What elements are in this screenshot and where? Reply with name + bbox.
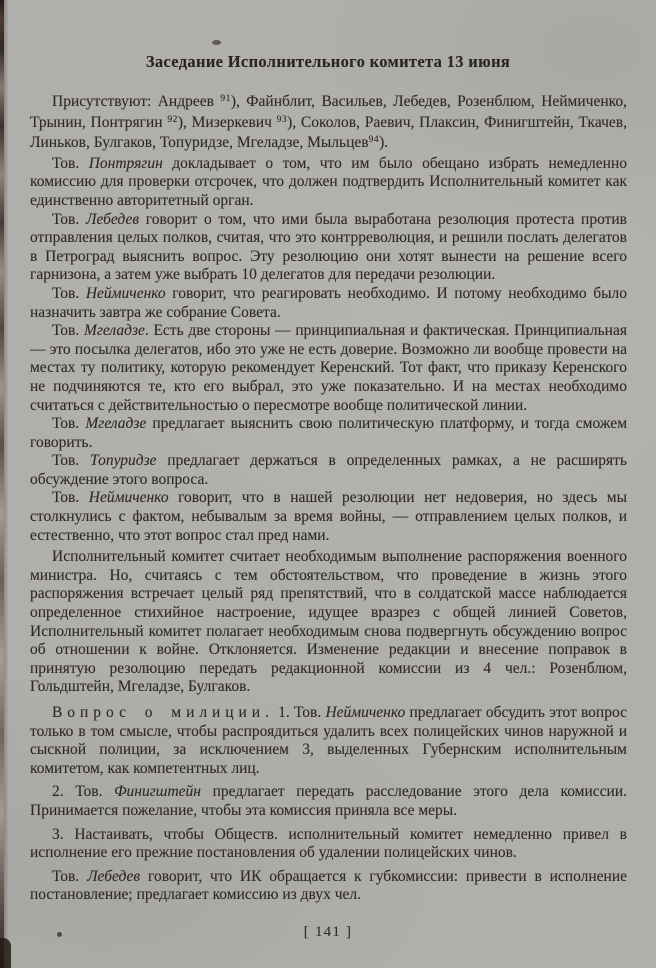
paragraph [30,155,627,211]
paragraph [30,826,627,863]
text-segment: ), Мизеркевич [177,113,277,131]
text-segment: Тов. [52,154,89,172]
paragraph [30,322,627,415]
text-segment: Тов. [52,489,89,507]
text-segment: Тов. [52,210,86,228]
text-segment: Исполнительный комитет считает необходимым выполнение распоряжения военного министра. Но, считаясь с тем обстоятельством, что проведение в жизнь этого распоряжения встречает целый ряд препятствий, что в солдатской массе наблюдается определенное стихийное настроение, идущее вразрез с общей линией Советов, Исполнительный комитет полагает необходимым снова подвергнуть обсуждению вопрос об отношении к войне. Отклоняется. Изменение редакции и внесение поправок в принятую резолюцию передать редакционной комиссии из 4 чел.: Розенблюм, Гольдштейн, Мгеладзе, Булгаков. [30,548,627,696]
text-segment: 2. Тов. [52,783,115,801]
text-segment: говорит, что реагировать необходимо. И потому необходимо было назначить завтра же собрание Совета. [30,284,627,321]
speaker-name: Лебедев [85,210,140,228]
text-segment: говорит, что ИК обращается к губкомиссии: привести в исполнение постановление; предлагает комиссию из двух чел. [30,867,628,904]
paragraph [30,452,627,489]
paragraph [30,285,627,322]
text-segment: Тов. [52,867,88,885]
text-segment: предлагает передать расследование этого дела комиссии. Принимается пожелание, чтобы эта комиссия приняла все меры. [30,783,628,819]
speaker-name: Неймиченко [325,704,406,721]
speaker-name: Неймиченко [88,489,169,507]
text-segment: докладывает о том, что им было обещано избрать немедленно комиссию для проверки отсрочек, что должен подтвердить Исполнительный комитет как единственно авторитетный орган. [30,154,627,209]
text-segment: предлагает держаться в определенных рамках, а не расширять обсуждение этого вопроса. [30,452,627,488]
text-segment: Вопрос о милиции. [52,704,274,721]
text-segment: . Есть две стороны — принципиальная и фактическая. Принципиальная — это посылка делегатов, ибо это уже не есть доверие. Возможно ли вообще провести на местах ту политику, которую рекомендует Керенский. Тот факт, что приказу Керенского не подчиняются те, кто его выбрал, это уже показательно. И на местах необходимо считаться с действительностью о пересмотре вообще политической линии. [30,322,627,414]
paragraph [30,415,627,452]
page-title: Заседание Исполнительного комитета 13 июня [145,52,511,71]
text-segment: Тов. [52,322,84,340]
text-segment: 1. Тов. [273,704,326,721]
paragraph [30,548,627,697]
text-segment: Тов. [52,415,86,433]
text-segment: говорит о том, что ими была выработана резолюция протеста против отправления целых полков, считая, что это контрреволюция, и решили послать делегатов в Петроград выяснить вопрос. Эту резолюцию они хотят вынести на решение всего гарнизона, а затем уже выбрать 10 делегатов для передачи резолюции. [30,210,627,284]
text-segment: 3. Настаивать, чтобы Обществ. исполнительный комитет немедленно привел в исполнение его прежние постановления об удалении полицейских чинов. [30,825,627,862]
text-segment: 91 [220,94,231,104]
text-segment: 94 [368,135,380,146]
ink-speck-top [212,40,221,45]
paragraph [30,489,627,545]
text-segment: ), Соколов, Раевич, Плаксин, Финигштейн, Ткачев, Линьков, Булгаков, Топуридзе, Мгеладзе, Мыльцев [30,113,627,152]
speaker-name: Мгеладзе [85,415,147,433]
text-segment: Тов. [52,284,86,302]
text-segment: 93 [276,114,288,125]
text-segment: предлагает обсудить этот вопрос только в том смысле, чтобы распроядиться удалить всех полицейских чинов наружной и сыскной полиции, за исключением 3, выделенных Губернским исполнительным комитетом, как компетентных лиц. [30,704,627,777]
text-segment: 92 [167,114,178,125]
speaker-name: Лебедев [87,867,141,885]
paragraph [30,211,627,285]
speaker-name: Мгеладзе [83,322,145,340]
paragraph [30,704,627,778]
paragraph [30,93,627,155]
paragraph [30,868,627,905]
speaker-name: Понтрягин [88,154,163,172]
text-segment: говорит, что в нашей резолюции нет недоверия, но здесь мы столкнулись с фактом, небывалым за время войны, — отправлением целых полков, и естественно, что этот вопрос стал пред нами. [30,489,627,544]
page-number: [ 141 ] [303,924,353,940]
text-segment: ), Файнблит, Васильев, Лебедев, Розенблюм, Неймиченко, Трынин, Понтрягин [30,93,627,131]
speaker-name: Неймиченко [85,284,166,302]
document-body [30,93,627,905]
corner-ink-blotch [0,938,11,968]
speaker-name: Топуридзе [90,452,157,470]
paragraph [30,783,627,820]
speaker-name: Финигштейн [114,783,201,801]
page-binding-edge [0,0,4,968]
text-segment: Присутствуют: Андреев [52,93,221,110]
text-segment: предлагает выяснить свою политическую платформу, и тогда сможем говорить. [30,415,627,451]
text-segment: Тов. [52,452,91,470]
text-segment: ). [379,134,389,152]
